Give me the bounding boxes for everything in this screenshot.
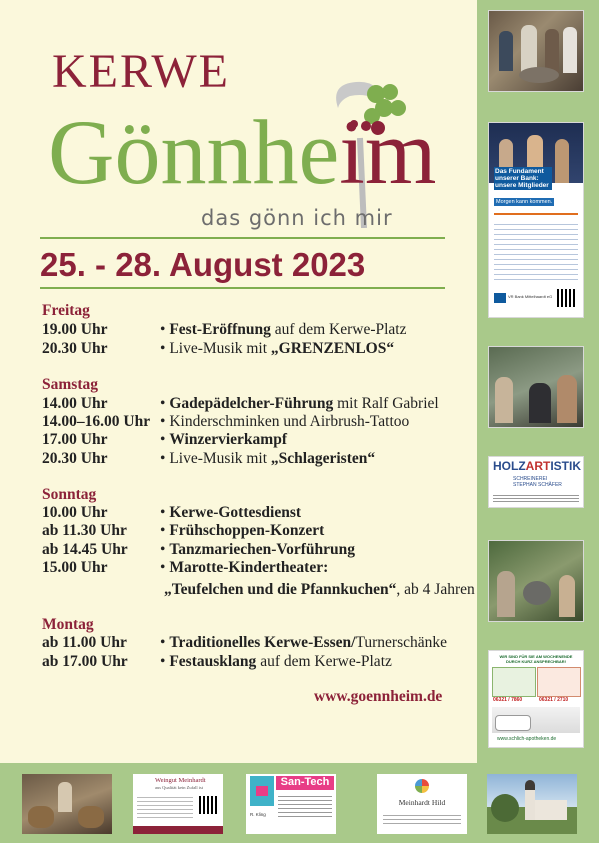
tagline: das gönn ich mir: [201, 206, 393, 230]
logo-text-green: Gönnhe: [48, 101, 340, 203]
qr-code-icon: [557, 289, 575, 307]
qr-code-icon: [199, 796, 217, 814]
photo-barrels: [22, 774, 112, 834]
logo-text-maroon: im: [339, 101, 437, 203]
divider-bottom: [40, 287, 445, 289]
photo-kids: [488, 540, 584, 622]
meinhardt-hild-ad: Meinhardt Hild: [377, 774, 467, 834]
goennheim-logo: [48, 101, 437, 203]
website-link[interactable]: www.goennheim.de: [314, 688, 443, 705]
theater-title: „Teufelchen und die Pfannkuchen“, ab 4 Jahren: [164, 581, 475, 598]
photo-wine-tasting: [488, 10, 584, 92]
day-sunday: Sonntag: [42, 486, 97, 503]
photo-church: [487, 774, 577, 834]
kerwe-title: KERWE: [52, 45, 230, 98]
holzartistik-ad: HOLZARTISTIK SCHREINEREI STEPHAN SCHÄFER: [488, 456, 584, 508]
sponsor-footer: [0, 763, 599, 843]
photo-crowd: [488, 346, 584, 428]
santech-ad: San-Tech R. Kling: [246, 774, 336, 834]
weingut-ad: Weingut Meinhardt aus Qualität kein Zufall ist: [133, 774, 223, 834]
event-date: 25. - 28. August 2023: [40, 246, 366, 283]
sponsor-sidebar: [477, 0, 599, 763]
apotheke-ad: WIR SIND FÜR SIE AM WOCHENENDE DURCH KURZ ANSPRECHBAR! 06321 / 7860 06321 / 2710 www.schlich-apotheken.de: [488, 650, 584, 748]
poster-main: KERWE Gönnheim das gönn ich mir 25. - 28. August 2023 Freitag 19.00 Uhr • Fest-Eröffnung auf dem Kerwe-Platz 20.30 Uhr • Live-Musik mit „GRENZENLOS“ Samstag 14.00 Uhr • Gadepädelcher-Führung mit Ralf Gabriel 14.00–16.00 Uhr • Kinderschminken und Airbrush-Tattoo 17.00 Uhr • Winzervierkampf 20.30 Uhr • Live-Musik mit „Schlageristen“ Sonntag 10.00 Uhr • Kerwe-Gottesdienst ab 11.30 Uhr • Frühschoppen-Konzert ab 14.45 Uhr • Tanzmariechen-Vorführung 15.00 Uhr • Marotte-Kindertheater: „Teufelchen und die Pfannkuchen“, ab 4 Jahren Montag ab 11.00 Uhr • Traditionelles Kerwe-Essen/Turnerschänke ab 17.00 Uhr • Festausklang auf dem Kerwe-Platz www.goennheim.de: [0, 0, 477, 763]
day-friday: Freitag: [42, 302, 90, 319]
bank-ad: Das Fundament unserer Bank: unsere Mitglieder Morgen kann kommen. VR Bank Mittelhaardt eG: [488, 122, 584, 318]
day-saturday: Samstag: [42, 376, 98, 393]
meinhardt-logo-icon: [415, 779, 429, 793]
divider-top: [40, 237, 445, 239]
day-monday: Montag: [42, 616, 94, 633]
